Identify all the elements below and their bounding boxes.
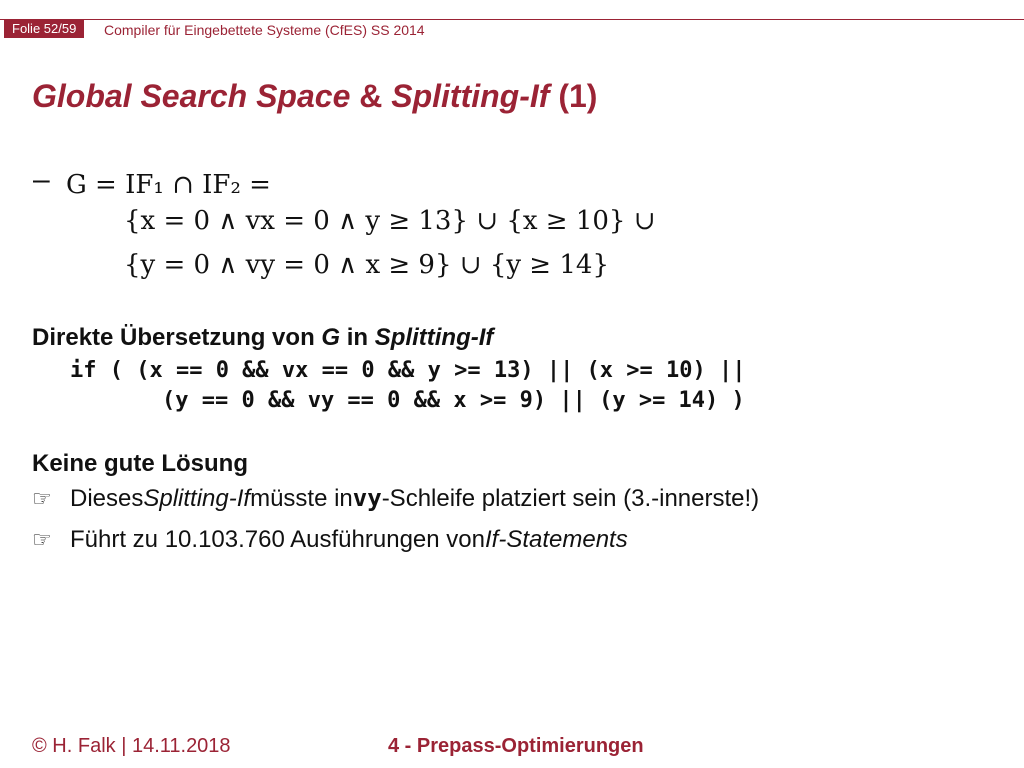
formula-line-1: G = IF₁ ∩ IF₂ =: [66, 170, 271, 200]
bullet-1-text-c: müsste in: [250, 485, 353, 512]
bullet-item-1: [32, 484, 759, 513]
bullet-2-text-a: Führt zu 10.103.760 Ausführungen von: [70, 526, 485, 553]
formula-line-3: {y = 0 ∧ vy = 0 ∧ x ≥ 9} ∪ {y ≥ 14}: [124, 250, 609, 280]
translation-heading: [32, 324, 493, 352]
title-ampersand: &: [350, 78, 392, 114]
header-rule: [0, 19, 1024, 20]
title-part-number: (1): [549, 78, 598, 114]
footer-chapter: 4 - Prepass-Optimierungen: [388, 735, 644, 757]
slide-number-badge: Folie 52/59: [4, 19, 84, 38]
bullet-item-2: [32, 526, 628, 554]
slide-title: [32, 78, 597, 115]
course-title: Compiler für Eingebettete Systeme (CfES) SS 2014: [104, 22, 425, 38]
conclusion-heading: Keine gute Lösung: [32, 450, 248, 477]
bullet-1-code: vy: [352, 484, 382, 512]
title-part-splitting-if: Splitting-If: [391, 78, 550, 114]
title-part-global-search-space: Global Search Space: [32, 78, 351, 114]
bullet-1-text-a: Dieses: [70, 485, 144, 512]
code-line-2: (y == 0 && vy == 0 && x >= 9) || (y >= 14) ): [162, 388, 745, 413]
bullet-2-text-b: If-Statements: [484, 526, 628, 553]
code-line-1: if ( (x == 0 && vx == 0 && y >= 13) || (x >= 10) ||: [70, 358, 746, 383]
footer-author-date: © H. Falk | 14.11.2018: [32, 735, 231, 757]
bullet-1-text-e: -Schleife platziert sein (3.-innerste!): [381, 485, 760, 512]
translation-heading-c: Splitting-If: [374, 324, 494, 351]
formula-bullet: –: [33, 163, 50, 196]
pointing-hand-icon: ☞: [32, 528, 52, 553]
translation-heading-g: G: [321, 324, 341, 351]
bullet-1-text-b: Splitting-If: [143, 485, 251, 512]
formula-line-2: {x = 0 ∧ vx = 0 ∧ y ≥ 13} ∪ {x ≥ 10} ∪: [124, 206, 656, 236]
translation-heading-b: in: [340, 324, 375, 351]
pointing-hand-icon: ☞: [32, 487, 52, 512]
translation-heading-a: Direkte Übersetzung von: [32, 324, 322, 351]
